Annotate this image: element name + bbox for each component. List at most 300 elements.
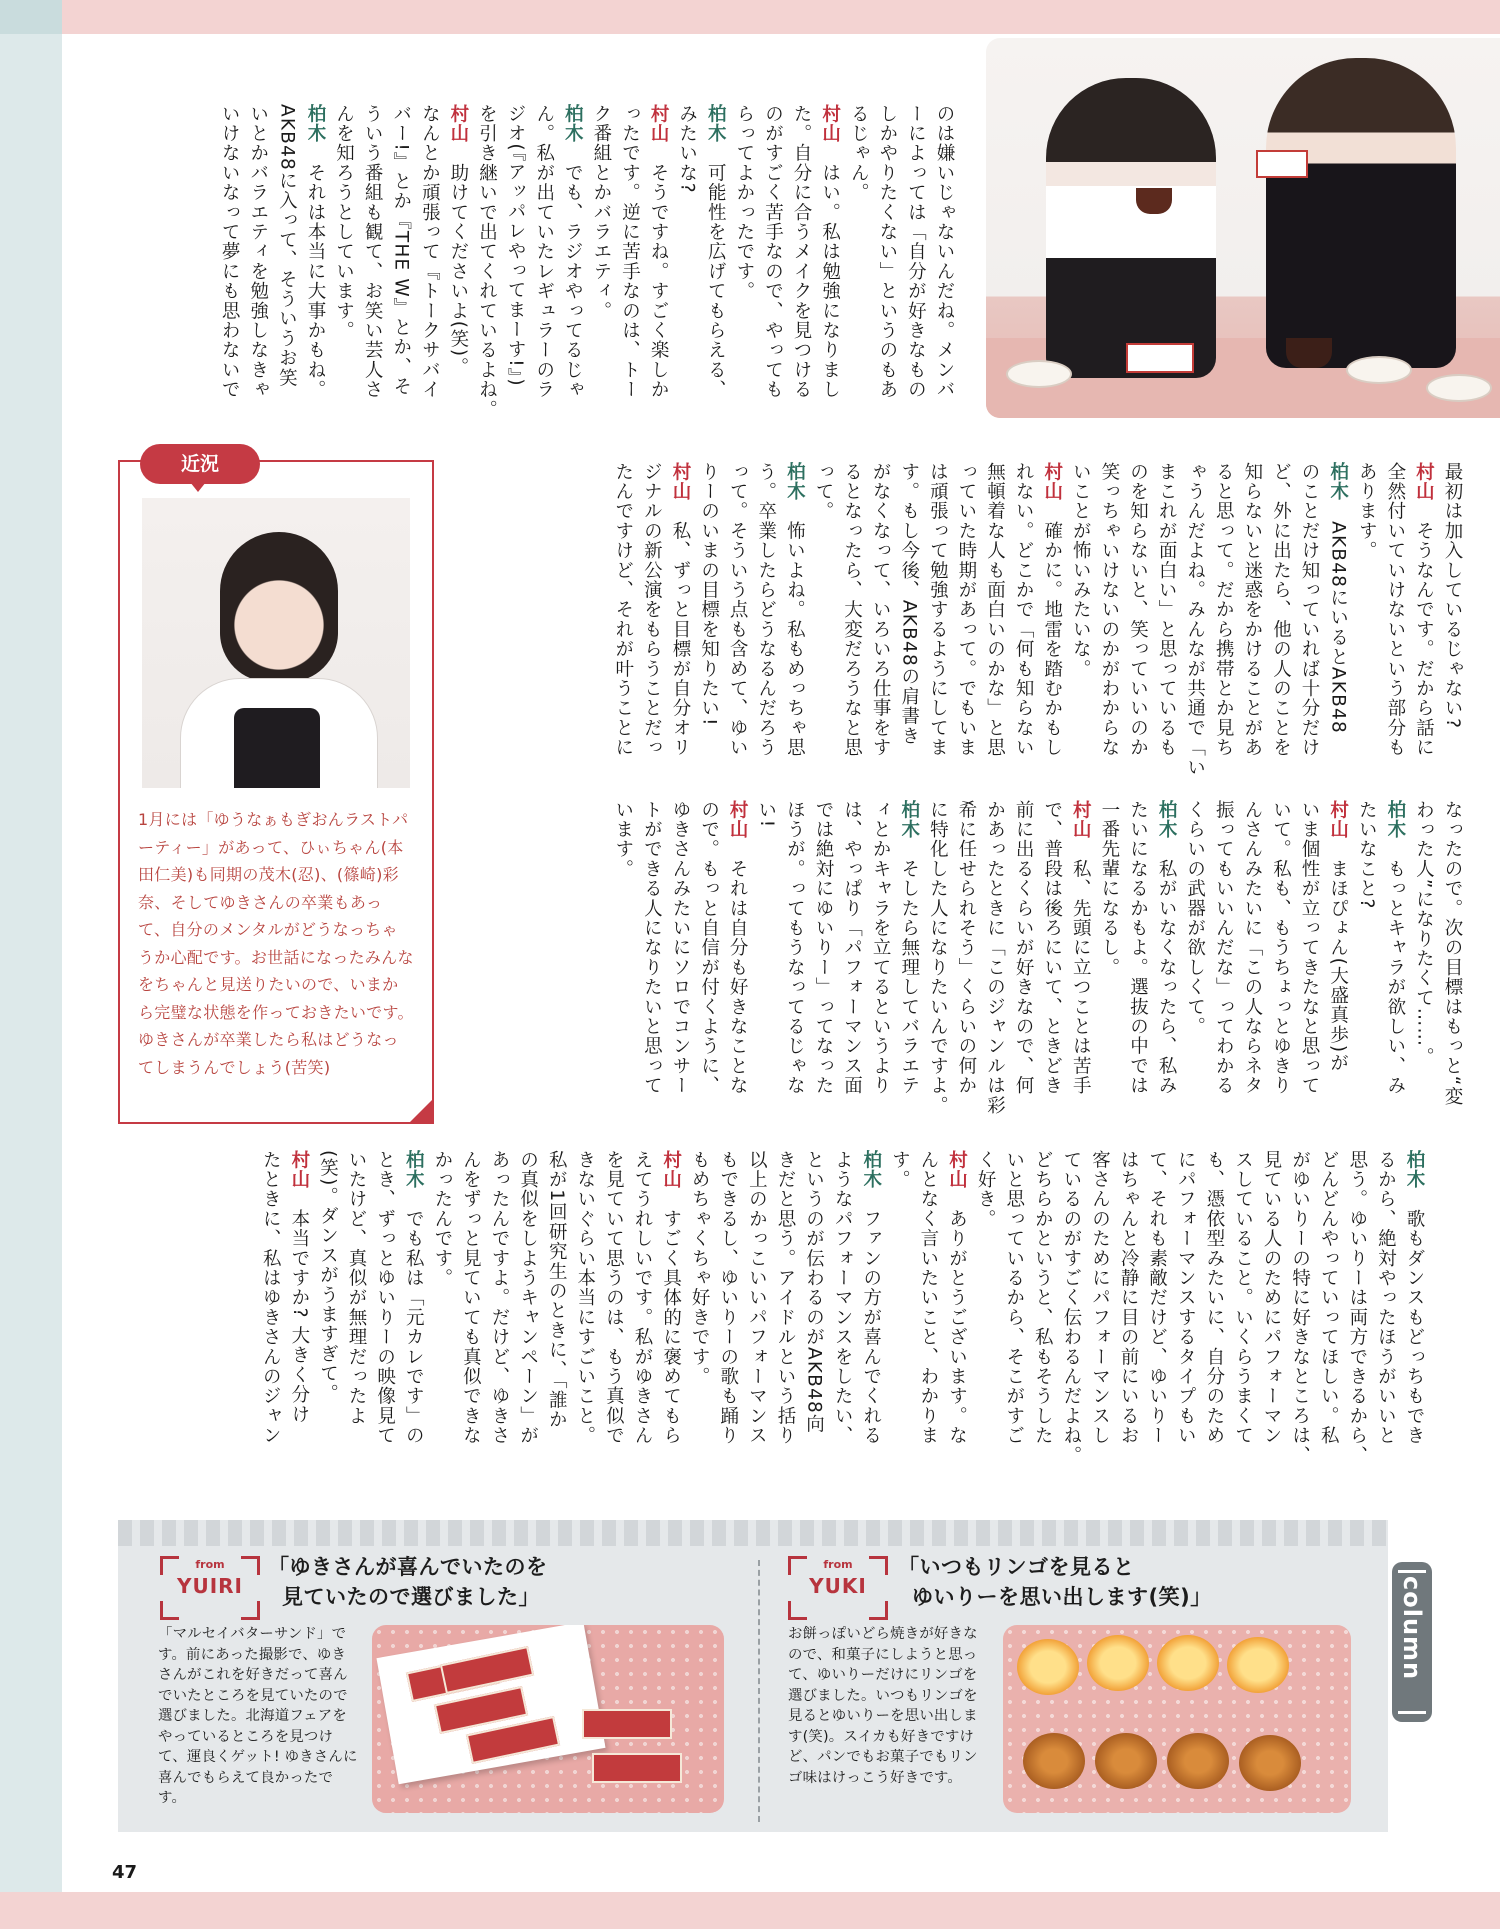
line-text: ジオ(『アッパレやってまーす!』) xyxy=(505,104,527,387)
text-line xyxy=(999,1150,1028,1472)
text-line xyxy=(1009,800,1038,1122)
text-line xyxy=(1142,1150,1171,1472)
speaker-name: 村山 xyxy=(669,462,691,502)
speaker-name: 柏木 xyxy=(1404,1150,1425,1190)
line-text: れない。どこかで「何も知らない xyxy=(1013,462,1035,758)
speaker-name: 柏木 xyxy=(304,104,326,144)
text-line xyxy=(815,104,844,442)
text-line xyxy=(885,1150,914,1472)
speaker-name: 村山 xyxy=(648,104,670,144)
line-text: ったです。逆に苦手なのは、トー xyxy=(619,104,641,400)
photo-sweet xyxy=(1095,1733,1157,1789)
line-text: 知らないと迷惑をかけることがあ xyxy=(1241,462,1263,758)
line-text: るとなったら、大変だろうなと思 xyxy=(841,462,863,758)
line-text: 笑っちゃいけないのかがわからな xyxy=(1098,462,1120,758)
column-title-line: ゆいりーを思い出します(笑)」 xyxy=(912,1585,1212,1609)
line-text: 確かに。地雷を踏むかもし xyxy=(1041,521,1063,758)
line-text: のを知らないと、笑っていいのか xyxy=(1127,462,1149,758)
text-line xyxy=(1199,1150,1228,1472)
line-text: 客さんのためにパフォーマンスし xyxy=(1089,1150,1111,1446)
text-line xyxy=(1123,462,1152,784)
text-line xyxy=(942,1150,971,1472)
text-line xyxy=(529,104,558,442)
column-tab-label: column xyxy=(1398,1576,1426,1681)
speaker-name: 村山 xyxy=(1327,800,1349,840)
text-line xyxy=(1314,1150,1343,1472)
text-line xyxy=(1066,800,1095,1122)
text-line xyxy=(837,800,866,1122)
text-line xyxy=(272,104,301,442)
line-text: います。 xyxy=(612,800,634,879)
line-text: わった人”になりたくて……。 xyxy=(1413,800,1435,1067)
text-line xyxy=(341,1150,370,1472)
text-line xyxy=(1123,800,1152,1122)
line-text: のことだけ知っていれば十分だけ xyxy=(1299,462,1321,758)
left-band xyxy=(0,0,62,1929)
line-text: って。 xyxy=(812,462,834,522)
column-scallop-edge xyxy=(118,1520,1388,1546)
line-text: んさんみたいに「この人ならネタ xyxy=(1241,800,1263,1096)
text-line xyxy=(1151,800,1180,1122)
line-text: 怖いよね。私もめっちゃ思 xyxy=(784,521,806,758)
line-text: って。そういう点も含めて、ゆい xyxy=(727,462,749,758)
text-line xyxy=(300,104,329,442)
line-text: ういう番組も観て、お笑い芸人さ xyxy=(362,104,384,400)
line-text: いけないなって夢にも思わないで xyxy=(219,104,241,400)
photo-sweet xyxy=(1023,1733,1085,1789)
column-title-line: 「いつもリンゴを見ると xyxy=(898,1555,1135,1579)
line-text: もっとキャラが欲しい、み xyxy=(1384,859,1406,1096)
speaker-name: 柏木 xyxy=(1384,800,1406,840)
line-text: ゆきさんみたいにソロでコンサー xyxy=(669,800,691,1096)
text-line xyxy=(780,800,809,1122)
text-line xyxy=(694,462,723,784)
text-line xyxy=(243,104,272,442)
text-line xyxy=(637,800,666,1122)
speaker-name: 村山 xyxy=(727,800,749,840)
column-divider xyxy=(758,1560,760,1822)
text-line xyxy=(872,104,901,442)
text-block-3 xyxy=(466,800,1466,1122)
text-line xyxy=(608,800,637,1122)
photo-vest xyxy=(234,708,320,788)
text-line xyxy=(1094,462,1123,784)
text-line xyxy=(1256,1150,1285,1472)
status-label-tail xyxy=(190,482,206,492)
text-line xyxy=(1342,1150,1371,1472)
photo-plate xyxy=(1006,360,1072,388)
line-text: はい。私は勉強になりまし xyxy=(819,163,841,400)
text-line xyxy=(672,104,701,442)
line-text: がゆいりーの特に好きなところは、 xyxy=(1289,1150,1311,1466)
line-text: は、やっぱり「パフォーマンス面 xyxy=(841,800,863,1096)
line-text: あります。 xyxy=(1356,462,1378,561)
text-line xyxy=(1209,800,1238,1122)
line-text: なんとか頑張って『トークサバイ xyxy=(419,104,441,400)
text-line xyxy=(313,1150,342,1472)
line-text: みたいな? xyxy=(676,104,698,194)
line-text: いて。私も、もうちょっとゆきり xyxy=(1270,800,1292,1096)
from-label: from xyxy=(823,1558,853,1571)
text-line xyxy=(1266,462,1295,784)
text-line xyxy=(980,800,1009,1122)
line-text: しかやりたくない」というのもあ xyxy=(876,104,898,400)
speaker-name: 柏木 xyxy=(562,104,584,144)
text-line xyxy=(729,104,758,442)
line-text: んをずっと見ていても真似できな xyxy=(460,1150,482,1446)
text-block-1 xyxy=(118,104,958,442)
text-line xyxy=(542,1150,571,1472)
photo-person-left xyxy=(1046,78,1216,378)
text-line xyxy=(894,800,923,1122)
speaker-name: 柏木 xyxy=(898,800,920,840)
text-line xyxy=(770,1150,799,1472)
line-text: いま個性が立ってきたなと思って xyxy=(1299,800,1321,1096)
status-text: 1月には「ゆうなぁもぎおんラストパーティー」があって、ひぃちゃん(本田仁美)も同期の茂木(忍)、(篠崎)彩奈、そしてゆきさんの卒業もあって、自分のメンタルがどうなっちゃうか心配です。お世話になったみんなをちゃんと見送りたいので、いまから完璧な状態を作っておきたいです。ゆきさんが卒業したら私はどうなってしまうんでしょう(苦笑) xyxy=(138,810,414,1077)
text-line xyxy=(828,1150,857,1472)
line-text: すごく具体的に褒めてもら xyxy=(660,1209,682,1446)
line-text: バー!』とか『THE W』とか、そ xyxy=(390,104,412,397)
bottom-band xyxy=(0,1892,1500,1929)
text-line xyxy=(329,104,358,442)
line-text: 本当ですか? 大きく分け xyxy=(288,1209,310,1425)
text-line xyxy=(608,462,637,784)
text-block-4 xyxy=(118,1150,1428,1472)
speaker-name: 柏木 xyxy=(705,104,727,144)
text-line xyxy=(456,1150,485,1472)
line-text: そうなんです。だから話に xyxy=(1413,521,1435,758)
line-text: かったんです。 xyxy=(431,1150,453,1288)
text-line xyxy=(1266,800,1295,1122)
photo-sweet xyxy=(1239,1735,1301,1791)
line-text: たいになるかもよ。選抜の中では xyxy=(1127,800,1149,1096)
photo-sweet xyxy=(1087,1635,1149,1691)
line-text: きだと思う。アイドルという括り xyxy=(774,1150,796,1446)
line-text: ほうが。ってもうなってるじゃな xyxy=(784,800,806,1096)
line-text: かあったときに「このジャンルは彩 xyxy=(984,800,1006,1116)
text-line xyxy=(586,104,615,442)
line-text: んとなく言いたいこと、わかりま xyxy=(917,1150,939,1446)
text-line xyxy=(808,800,837,1122)
text-line xyxy=(627,1150,656,1472)
from-name: YUKI xyxy=(809,1574,867,1598)
from-badge-yuki xyxy=(788,1556,888,1620)
line-text: ているのがすごく伝わるんだよね。 xyxy=(1060,1150,1082,1466)
from-badge-yuiri xyxy=(160,1556,260,1620)
text-line xyxy=(1094,800,1123,1122)
text-line xyxy=(1409,800,1438,1122)
line-text: りーのいまの目標を知りたい! xyxy=(698,462,720,727)
text-line xyxy=(1399,1150,1428,1472)
line-text: ると思って。だから携帯とか見ち xyxy=(1213,462,1235,758)
text-line xyxy=(599,1150,628,1472)
text-line xyxy=(1323,800,1352,1122)
line-text: ど、外に出たら、他の人のことを xyxy=(1270,462,1292,758)
line-text: まこれが面白い」と思っているも xyxy=(1156,462,1178,758)
text-line xyxy=(894,462,923,784)
text-line xyxy=(415,104,444,442)
speaker-name: 村山 xyxy=(946,1150,968,1190)
column-title-line: 見ていたので選びました」 xyxy=(282,1585,540,1609)
line-text: 一番先輩になるし。 xyxy=(1098,800,1120,978)
photo-teacup xyxy=(1286,338,1332,368)
line-text: いたけど、真似が無理だったよ xyxy=(346,1150,368,1426)
photo-person-right xyxy=(1266,58,1456,368)
line-text: く好き。 xyxy=(975,1150,997,1229)
line-text: 以上のかっこいいパフォーマンス xyxy=(746,1150,768,1446)
text-line xyxy=(1437,800,1466,1122)
text-line xyxy=(837,462,866,784)
text-line xyxy=(723,462,752,784)
line-text: ん。私が出ていたレギュラーのラ xyxy=(533,104,555,400)
line-text: ィとかキャラを立てるというより xyxy=(870,800,892,1096)
photo-plate xyxy=(1426,374,1492,402)
line-text: 可能性を広げてもらえる、 xyxy=(705,163,727,400)
line-text: ファンの方が喜んでくれる xyxy=(860,1209,882,1446)
text-line xyxy=(399,1150,428,1472)
text-line xyxy=(427,1150,456,1472)
text-line xyxy=(1352,800,1381,1122)
line-text: う。卒業したらどうなるんだろう xyxy=(755,462,777,758)
line-text: なったので。次の目標はもっと“変 xyxy=(1442,800,1463,1107)
text-line xyxy=(665,462,694,784)
text-line xyxy=(951,462,980,784)
line-text: スしていること。いくらうまくて xyxy=(1232,1150,1254,1446)
text-line xyxy=(1037,800,1066,1122)
text-line xyxy=(284,1150,313,1472)
speaker-name: 村山 xyxy=(1041,462,1063,502)
column-title-left xyxy=(268,1552,548,1612)
photo-sweet xyxy=(1227,1637,1289,1693)
line-text: るじゃん。 xyxy=(848,104,870,203)
left-band-corner xyxy=(0,0,62,34)
photo-sweet xyxy=(1157,1635,1219,1691)
line-text: どんどんやっていってほしい。私 xyxy=(1318,1150,1340,1446)
line-text: ありがとうございます。な xyxy=(946,1209,968,1446)
line-text: の真似をしようキャンペーン」が xyxy=(517,1150,539,1446)
line-text: んを知ろうとしています。 xyxy=(333,104,355,341)
text-line xyxy=(856,1150,885,1472)
column-body-left: 「マルセイバターサンド」です。前にあった撮影で、ゆきさんがこれを好きだって喜んでいたところを見ていたので選びました。北海道フェアをやっているところを見つけて、運良くゲット! ゆきさんに喜んでもらえて良かったです。 xyxy=(158,1626,358,1806)
line-text: す。もし今後、AKB48の肩書き xyxy=(898,462,920,746)
page-number: 47 xyxy=(112,1862,138,1883)
text-line xyxy=(1380,462,1409,784)
photo-portrait xyxy=(220,532,338,682)
line-text: あったんですよ。だけど、ゆきさ xyxy=(489,1150,510,1446)
text-line xyxy=(929,104,958,442)
text-line xyxy=(723,800,752,1122)
text-line xyxy=(1228,1150,1257,1472)
from-name: YUIRI xyxy=(176,1574,243,1598)
text-line xyxy=(1066,462,1095,784)
text-line xyxy=(1056,1150,1085,1472)
text-line xyxy=(685,1150,714,1472)
text-line xyxy=(1380,800,1409,1122)
text-line xyxy=(1409,462,1438,784)
line-text: も、憑依型みたいに、自分のため xyxy=(1203,1150,1225,1446)
text-line xyxy=(443,104,472,442)
line-text: 私が1回研究生のときに、「誰か xyxy=(546,1150,568,1430)
line-text: い! xyxy=(755,800,777,829)
text-line xyxy=(615,104,644,442)
line-text: それは本当に大事かもね。 xyxy=(304,163,326,400)
text-line xyxy=(701,104,730,442)
text-line xyxy=(1294,800,1323,1122)
status-box xyxy=(118,453,434,1124)
line-text: て、それも素敵だけど、ゆいりー xyxy=(1146,1150,1168,1446)
text-line xyxy=(751,800,780,1122)
photo-sweet xyxy=(592,1753,682,1783)
text-line xyxy=(742,1150,771,1472)
line-text: のがすごく苦手なので、やっても xyxy=(762,104,784,400)
line-text: ゃうんだよね。みんなが共通で「い xyxy=(1184,462,1206,778)
text-line xyxy=(1371,1150,1400,1472)
line-text: 歌もダンスもどっちもでき xyxy=(1404,1209,1425,1446)
text-line xyxy=(1028,1150,1057,1472)
status-corner xyxy=(408,1098,434,1124)
line-text: ーによっては「自分が好きなもの xyxy=(905,104,927,400)
text-line xyxy=(484,1150,513,1472)
photo-sweet-box xyxy=(1126,343,1194,373)
text-line xyxy=(713,1150,742,1472)
line-text: のは嫌いじゃないんだね。メンバ xyxy=(934,104,955,400)
top-band xyxy=(0,0,1500,34)
text-line xyxy=(501,104,530,442)
line-text: 私、ずっと目標が自分オリ xyxy=(669,521,691,758)
text-line xyxy=(1037,462,1066,784)
text-line xyxy=(1085,1150,1114,1472)
text-line xyxy=(1009,462,1038,784)
line-text: す。 xyxy=(889,1150,911,1190)
line-text: は頑張って勉強するようにしてま xyxy=(927,462,949,758)
line-text: にパフォーマンスするタイプもい xyxy=(1175,1150,1197,1446)
text-line xyxy=(1180,462,1209,784)
line-text: 助けてくださいよ(笑)。 xyxy=(447,163,469,377)
text-line xyxy=(656,1150,685,1472)
line-text: いことが怖いみたいな。 xyxy=(1070,462,1092,679)
from-label: from xyxy=(195,1558,225,1571)
status-photo xyxy=(142,498,410,788)
line-text: た。自分に合うメイクを見つける xyxy=(791,104,813,400)
text-line xyxy=(256,1150,285,1472)
text-line xyxy=(901,104,930,442)
line-text: はちゃんと冷静に目の前にいるお xyxy=(1118,1150,1140,1446)
line-text: たんですけど、それが叶うことに xyxy=(612,462,634,758)
text-line xyxy=(923,800,952,1122)
text-line xyxy=(558,104,587,442)
text-line xyxy=(1113,1150,1142,1472)
line-text: どちらかというと、私もそうした xyxy=(1032,1150,1054,1446)
text-line xyxy=(913,1150,942,1472)
line-text: ようなパフォーマンスをしたい、 xyxy=(832,1150,854,1446)
line-text: 思う。ゆいりーは両方できるから、 xyxy=(1346,1150,1368,1466)
main-photo xyxy=(986,38,1500,418)
column-body-right: お餅っぽいどら焼きが好きなので、和菓子にしようと思って、ゆいりーだけにリンゴを選びました。いつもリンゴを見るとゆいりーを思い出します(笑)。スイカも好きですけど、パンでもお菓子でもリンゴ味はけっこう好きです。 xyxy=(788,1626,978,1786)
text-line xyxy=(1171,1150,1200,1472)
text-line xyxy=(1180,800,1209,1122)
line-text: たいなこと? xyxy=(1356,800,1378,910)
line-text: たときに、私はゆきさんのジャン xyxy=(260,1150,282,1446)
line-text: もできるし、ゆいりーの歌も踊り xyxy=(717,1150,739,1446)
speaker-name: 村山 xyxy=(288,1150,310,1190)
line-text: らってよかったです。 xyxy=(733,104,755,301)
line-text: というのが伝わるのがAKB48向 xyxy=(803,1150,825,1434)
text-line xyxy=(751,462,780,784)
text-line xyxy=(1437,462,1466,784)
line-text: 見ている人のためにパフォーマン xyxy=(1261,1150,1283,1446)
text-line xyxy=(643,104,672,442)
photo-sweet xyxy=(582,1709,672,1739)
text-line xyxy=(866,462,895,784)
text-line xyxy=(570,1150,599,1472)
line-text: それは自分も好きなことな xyxy=(727,859,749,1096)
text-line xyxy=(844,104,873,442)
line-text: を見ていて思うのは、もう真似で xyxy=(603,1150,625,1446)
text-line xyxy=(808,462,837,784)
line-text: るから、絶対やったほうがいいと xyxy=(1375,1150,1397,1446)
text-line xyxy=(980,462,1009,784)
speaker-name: 村山 xyxy=(660,1150,682,1190)
text-line xyxy=(780,462,809,784)
speaker-name: 村山 xyxy=(447,104,469,144)
line-text: きないぐらい本当にすごいこと。 xyxy=(574,1150,596,1446)
text-line xyxy=(386,104,415,442)
line-text: 前に出るくらいが好きなので、何 xyxy=(1013,800,1035,1096)
text-line xyxy=(1237,462,1266,784)
text-line xyxy=(951,800,980,1122)
line-text: でも、ラジオやってるじゃ xyxy=(562,163,584,400)
photo-sweet xyxy=(1017,1639,1079,1695)
line-text: AKB48にいるとAKB48 xyxy=(1327,521,1349,734)
speaker-name: 柏木 xyxy=(1327,462,1349,502)
line-text: 希に任せられそう」くらいの何か xyxy=(955,800,977,1096)
text-block-2 xyxy=(466,462,1466,784)
text-line xyxy=(866,800,895,1122)
text-line xyxy=(215,104,244,442)
speaker-name: 柏木 xyxy=(784,462,806,502)
line-text: ジナルの新公演をもらうことだっ xyxy=(641,462,663,758)
text-line xyxy=(1209,462,1238,784)
text-line xyxy=(1285,1150,1314,1472)
column-title-line: 「ゆきさんが喜んでいたのを xyxy=(268,1555,548,1579)
text-line xyxy=(971,1150,1000,1472)
photo-teacup xyxy=(1136,188,1172,214)
line-text: もめちゃくちゃ好きです。 xyxy=(689,1150,711,1387)
line-text: 無頓着な人も面白いのかな」と思 xyxy=(984,462,1006,758)
line-text: くらいの武器が欲しくて。 xyxy=(1184,800,1206,1037)
photo-sweet xyxy=(1167,1733,1229,1789)
line-text: がなくなって、いろいろ仕事をす xyxy=(870,462,892,758)
line-text: とき、ずっとゆいりーの映像見て xyxy=(374,1150,396,1446)
line-text: いと思っているから、そこがすご xyxy=(1003,1150,1025,1446)
column-tab xyxy=(1392,1562,1432,1722)
line-text: いとかバラエティを勉強しなきゃ xyxy=(247,104,269,400)
butter-sandwich-photo xyxy=(372,1625,724,1813)
line-text: 私、先頭に立つことは苦手 xyxy=(1070,859,1092,1096)
status-label: 近況 xyxy=(140,444,260,484)
line-text: では絶対にゆいりー」ってなった xyxy=(812,800,834,1096)
line-text: 私がいなくなったら、私み xyxy=(1156,859,1178,1096)
speaker-name: 村山 xyxy=(1070,800,1092,840)
line-text: でも私は「元カレです」の xyxy=(403,1209,425,1446)
speaker-name: 村山 xyxy=(1413,462,1435,502)
text-line xyxy=(358,104,387,442)
line-text: っていた時期があって。でもいま xyxy=(955,462,977,758)
line-text: えてうれしいです。私がゆきさん xyxy=(631,1150,653,1446)
text-line xyxy=(513,1150,542,1472)
text-line xyxy=(1237,800,1266,1122)
line-text: トができる人になりたいと思って xyxy=(641,800,663,1096)
